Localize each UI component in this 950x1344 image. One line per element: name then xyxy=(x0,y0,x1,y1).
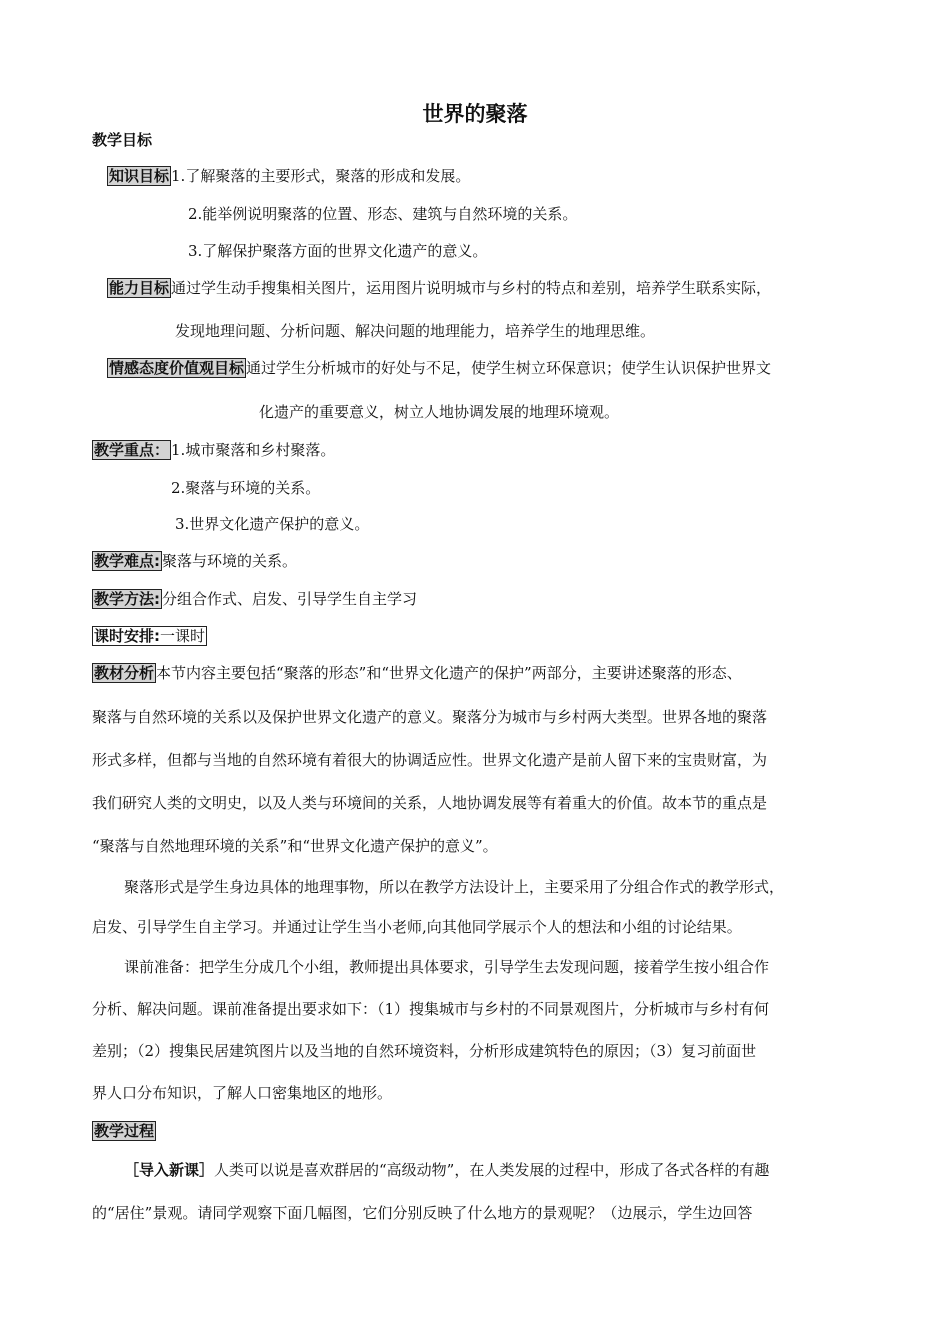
schedule-label: 课时安排: xyxy=(94,627,160,645)
process-line-2: 的“居住”景观。请同学观察下面几幅图，它们分别反映了什么地方的景观呢？（边展示，学生边回答 xyxy=(92,1204,753,1222)
analysis-line-1: 本节内容主要包括“聚落的形态”和“世界文化遗产的保护”两部分，主要讲述聚落的形态、 xyxy=(156,664,742,682)
knowledge-objective-label: 知识目标 xyxy=(109,167,170,185)
schedule-text: 一课时 xyxy=(160,627,206,645)
process-line-1: 人类可以说是喜欢群居的“高级动物”，在人类发展的过程中，形成了各式各样的有趣 xyxy=(214,1161,770,1179)
ability-objective-row xyxy=(107,278,771,298)
analysis-para2-line-2: 启发、引导学生自主学习。并通过让学生当小老师,向其他同学展示个人的想法和小组的讨论结果。 xyxy=(92,918,742,936)
analysis-para3-line-2: 分析、解决问题。课前准备提出要求如下：（1）搜集城市与乡村的不同景观图片，分析城市与乡村有何 xyxy=(92,1000,770,1018)
emotion-objective-line-2: 化遗产的重要意义，树立人地协调发展的地理环境观。 xyxy=(259,403,620,421)
analysis-row xyxy=(92,663,742,683)
process-intro-row xyxy=(124,1160,769,1180)
emotion-objective-line-1: 通过学生分析城市的好处与不足，使学生树立环保意识；使学生认识保护世界文 xyxy=(246,359,772,377)
method-text: 分组合作式、启发、引导学生自主学习 xyxy=(162,590,418,608)
ability-objective-line-1: 通过学生动手搜集相关图片，运用图片说明城市与乡村的特点和差别，培养学生联系实际， xyxy=(171,279,772,297)
analysis-line-4: 我们研究人类的文明史，以及人类与环境间的关系，人地协调发展等有着重大的价值。故本节的重点是 xyxy=(92,794,768,812)
ability-objective-label: 能力目标 xyxy=(109,279,170,297)
key-points-label: 教学重点： xyxy=(94,441,170,459)
analysis-line-3: 形式多样，但都与当地的自然环境有着很大的协调适应性。世界文化遗产是前人留下来的宝贵财富，为 xyxy=(92,751,768,769)
schedule-row xyxy=(92,626,207,646)
difficulty-row xyxy=(92,551,297,571)
process-row xyxy=(92,1121,156,1141)
method-row xyxy=(92,589,417,609)
analysis-para3-line-1: 课前准备：把学生分成几个小组，教师提出具体要求，引导学生去发现问题，接着学生按小组合作 xyxy=(124,958,770,976)
knowledge-objective-item-2: 2.能举例说明聚落的位置、形态、建筑与自然环境的关系。 xyxy=(188,205,578,223)
process-intro-label: ［导入新课］ xyxy=(124,1161,215,1179)
method-label: 教学方法: xyxy=(94,590,160,608)
objectives-heading: 教学目标 xyxy=(92,131,153,149)
emotion-objective-label: 情感态度价值观目标 xyxy=(109,359,245,377)
page-title: 世界的聚落 xyxy=(422,102,528,126)
analysis-line-5: “聚落与自然地理环境的关系”和“世界文化遗产保护的意义”。 xyxy=(92,837,498,855)
knowledge-objective-item-3: 3.了解保护聚落方面的世界文化遗产的意义。 xyxy=(188,242,488,260)
ability-objective-line-2: 发现地理问题、分析问题、解决问题的地理能力，培养学生的地理思维。 xyxy=(175,322,656,340)
analysis-line-2: 聚落与自然环境的关系以及保护世界文化遗产的意义。聚落分为城市与乡村两大类型。世界各地的聚落 xyxy=(92,708,768,726)
key-point-3: 3.世界文化遗产保护的意义。 xyxy=(175,515,370,533)
key-points-row xyxy=(92,440,335,460)
difficulty-label: 教学难点: xyxy=(94,552,160,570)
analysis-para2-line-1: 聚落形式是学生身边具体的地理事物，所以在教学方法设计上，主要采用了分组合作式的教学形式， xyxy=(124,878,785,896)
analysis-para3-line-3: 差别；（2）搜集民居建筑图片以及当地的自然环境资料，分析形成建筑特色的原因；（3）复习前面世 xyxy=(92,1042,757,1060)
analysis-label: 教材分析 xyxy=(94,664,155,682)
emotion-objective-row xyxy=(107,358,771,378)
knowledge-objective-row xyxy=(107,166,470,186)
key-point-1: 1.城市聚落和乡村聚落。 xyxy=(171,441,336,459)
schedule-box xyxy=(92,626,207,646)
key-point-2: 2.聚落与环境的关系。 xyxy=(171,479,321,497)
difficulty-text: 聚落与环境的关系。 xyxy=(162,552,298,570)
process-label: 教学过程 xyxy=(94,1122,155,1140)
knowledge-objective-item-1: 1.了解聚落的主要形式，聚落的形成和发展。 xyxy=(171,167,471,185)
analysis-para3-line-4: 界人口分布知识，了解人口密集地区的地形。 xyxy=(92,1084,393,1102)
